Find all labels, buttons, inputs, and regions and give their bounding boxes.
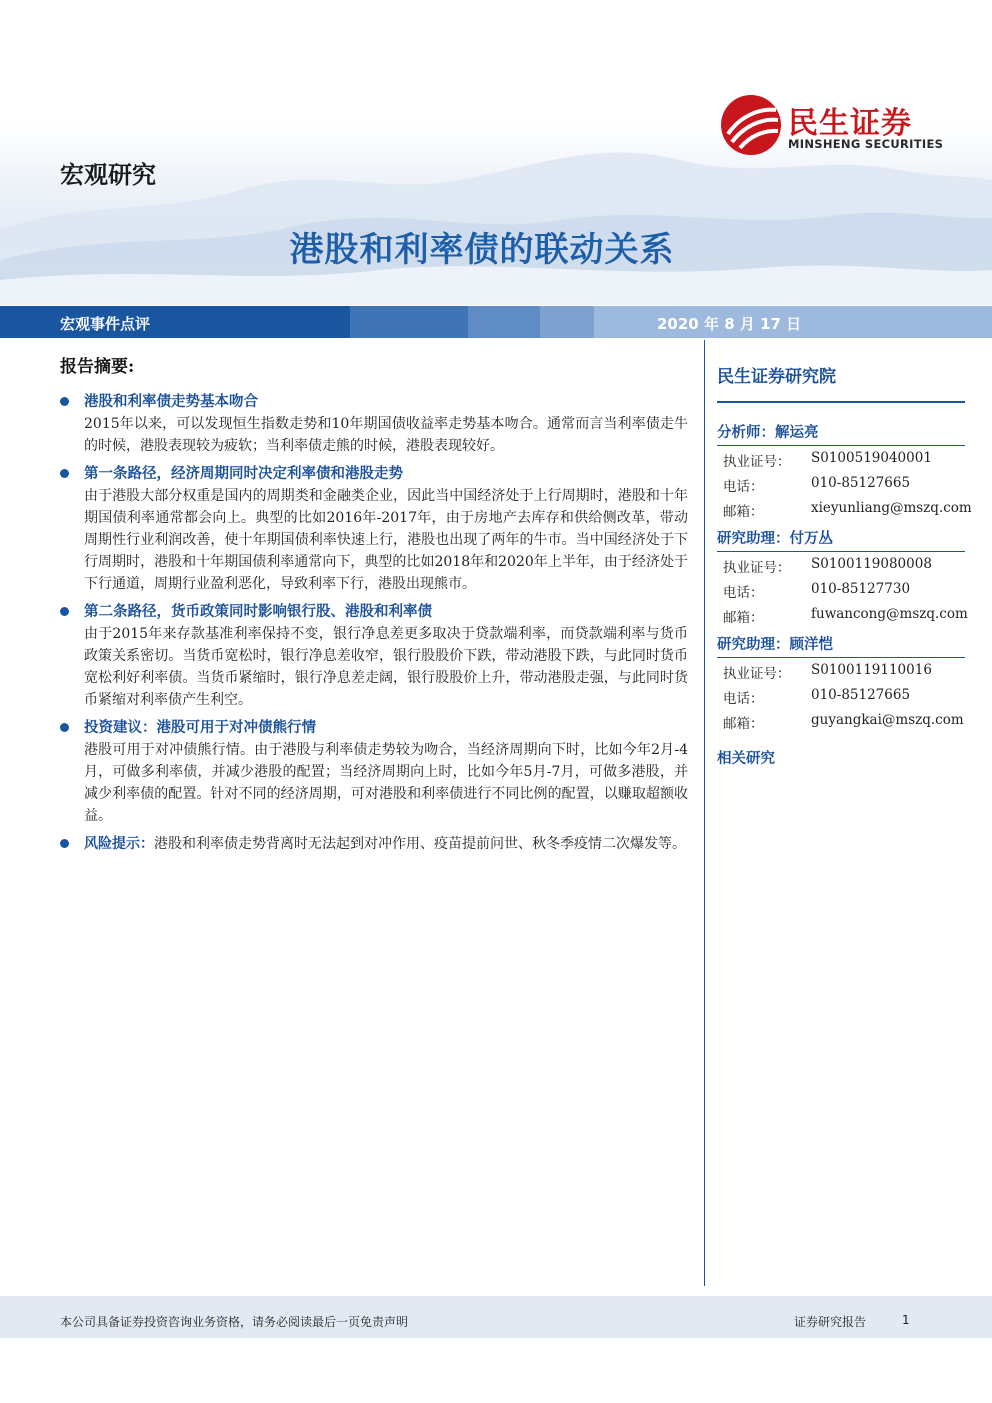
band-segment <box>468 306 540 338</box>
report-title: 港股和利率债的联动关系 <box>289 230 675 270</box>
bullet-icon <box>60 397 69 406</box>
risk-text <box>84 833 688 855</box>
company-logo <box>720 94 950 156</box>
field-label: 电话： <box>723 691 764 707</box>
field-value: 010-85127665 <box>811 687 911 703</box>
bullet-icon <box>60 469 69 478</box>
analyst-title: 分析师：解运亮 <box>717 424 819 441</box>
logo-text-en: MINSHENG SECURITIES <box>788 137 944 151</box>
bullet-icon <box>60 607 69 616</box>
summary-section <box>60 391 688 457</box>
license-row <box>717 658 965 683</box>
email-row <box>717 602 968 627</box>
section-body: 由于港股大部分权重是国内的周期类和金融类企业，因此当中国经济处于上行周期时，港股和十年期国债利率通常都会向上。典型的比如2016年-2017年，由于房地产去库存和供给侧改革，带动周期性行业利润改善，使十年期国债利率快速上行，港股也出现了两年的牛市。当中国经济处于下行周期时，港股和十年期国债利率通常向下，典型的比如2018年和2020年上半年，由于经济处于下行通道，周期行业盈利恶化，导致利率下行，港股出现熊市。 <box>84 488 688 592</box>
field-value: S0100119080008 <box>811 556 932 572</box>
summary-section <box>60 717 688 827</box>
field-value: S0100519040001 <box>811 450 932 466</box>
analyst-title: 研究助理：顾洋恺 <box>717 636 833 653</box>
section-body: 2015年以来，可以发现恒生指数走势和10年期国债收益率走势基本吻合。通常而言当利率债走牛的时候，港股表现较为疲软；当利率债走熊的时候，港股表现较好。 <box>84 416 688 454</box>
summary-column <box>60 352 688 861</box>
risk-label: 风险提示： <box>84 836 154 852</box>
phone-row <box>717 683 965 708</box>
section-body: 由于2015年来存款基准利率保持不变，银行净息差更多取决于贷款端利率，而贷款端利率与货币政策关系密切。当货币宽松时，银行净息差收窄，银行股股价下跌，带动港股下跌，与此同时货币宽松利好利率债。当货币紧缩时，银行净息差走阔，银行股股价上升，带动港股走强，与此同时货币紧缩对利率债产生利空。 <box>84 626 688 708</box>
summary-section <box>60 463 688 595</box>
field-label: 电话： <box>723 479 764 495</box>
divider <box>717 401 965 403</box>
section-title: 港股和利率债走势基本吻合 <box>84 393 258 410</box>
band-segment <box>540 306 594 338</box>
email-row <box>717 496 972 521</box>
report-date: 2020 年 8 月 17 日 <box>657 315 802 333</box>
event-type-label: 宏观事件点评 <box>60 315 151 333</box>
page-footer <box>0 1296 992 1338</box>
email-row <box>717 708 965 733</box>
email-link[interactable]: guyangkai@mszq.com <box>811 712 964 728</box>
logo-emblem-icon <box>720 94 782 156</box>
summary-section <box>60 601 688 711</box>
bullet-icon <box>60 839 69 848</box>
email-link[interactable]: fuwancong@mszq.com <box>811 606 968 622</box>
analyst-block <box>717 421 972 521</box>
phone-row <box>717 577 965 602</box>
report-category: 宏观研究 <box>60 161 156 189</box>
column-divider <box>704 340 705 1286</box>
analyst-title: 研究助理：付万丛 <box>717 530 833 547</box>
field-value: S0100119110016 <box>811 662 932 678</box>
field-label: 执业证号： <box>723 666 791 682</box>
phone-row <box>717 471 965 496</box>
field-label: 执业证号： <box>723 454 791 470</box>
field-label: 电话： <box>723 585 764 601</box>
license-row <box>717 552 965 577</box>
field-value: 010-85127730 <box>811 581 911 597</box>
report-header <box>0 0 992 305</box>
analyst-block <box>717 527 968 627</box>
institute-name: 民生证券研究院 <box>717 367 836 387</box>
summary-heading: 报告摘要: <box>60 357 135 377</box>
report-type: 证券研究报告 <box>794 1315 867 1329</box>
field-value: 010-85127665 <box>811 475 911 491</box>
risk-section <box>60 833 688 855</box>
disclaimer-note: 本公司具备证券投资咨询业务资格，请务必阅读最后一页免责声明 <box>60 1315 409 1329</box>
risk-body: 港股和利率债走势背离时无法起到对冲作用、疫苗提前问世、秋冬季疫情二次爆发等。 <box>154 836 686 852</box>
field-label: 邮箱： <box>723 716 764 732</box>
section-title: 第一条路径，经济周期同时决定利率债和港股走势 <box>84 465 403 482</box>
section-body: 港股可用于对冲债熊行情。由于港股与利率债走势较为吻合，当经济周期向下时，比如今年2月-4月，可做多利率债，并减少港股的配置；当经济周期向上时，比如今年5月-7月，可做多港股，并减少利率债的配置。针对不同的经济周期，可对港股和利率债进行不同比例的配置，以赚取超额收益。 <box>84 742 688 824</box>
email-link[interactable]: xieyunliang@mszq.com <box>811 500 972 516</box>
analyst-block <box>717 633 965 733</box>
field-label: 邮箱： <box>723 610 764 626</box>
page-number: 1 <box>902 1313 910 1327</box>
field-label: 执业证号： <box>723 560 791 576</box>
license-row <box>717 446 965 471</box>
analyst-sidebar <box>717 352 972 768</box>
event-band <box>0 306 992 338</box>
section-title: 第二条路径，货币政策同时影响银行股、港股和利率债 <box>84 603 432 620</box>
band-segment <box>350 306 468 338</box>
section-title: 投资建议：港股可用于对冲债熊行情 <box>84 719 316 736</box>
logo-text-cn: 民生证券 <box>788 106 912 141</box>
field-label: 邮箱： <box>723 504 764 520</box>
related-research-heading: 相关研究 <box>717 750 775 767</box>
bullet-icon <box>60 723 69 732</box>
